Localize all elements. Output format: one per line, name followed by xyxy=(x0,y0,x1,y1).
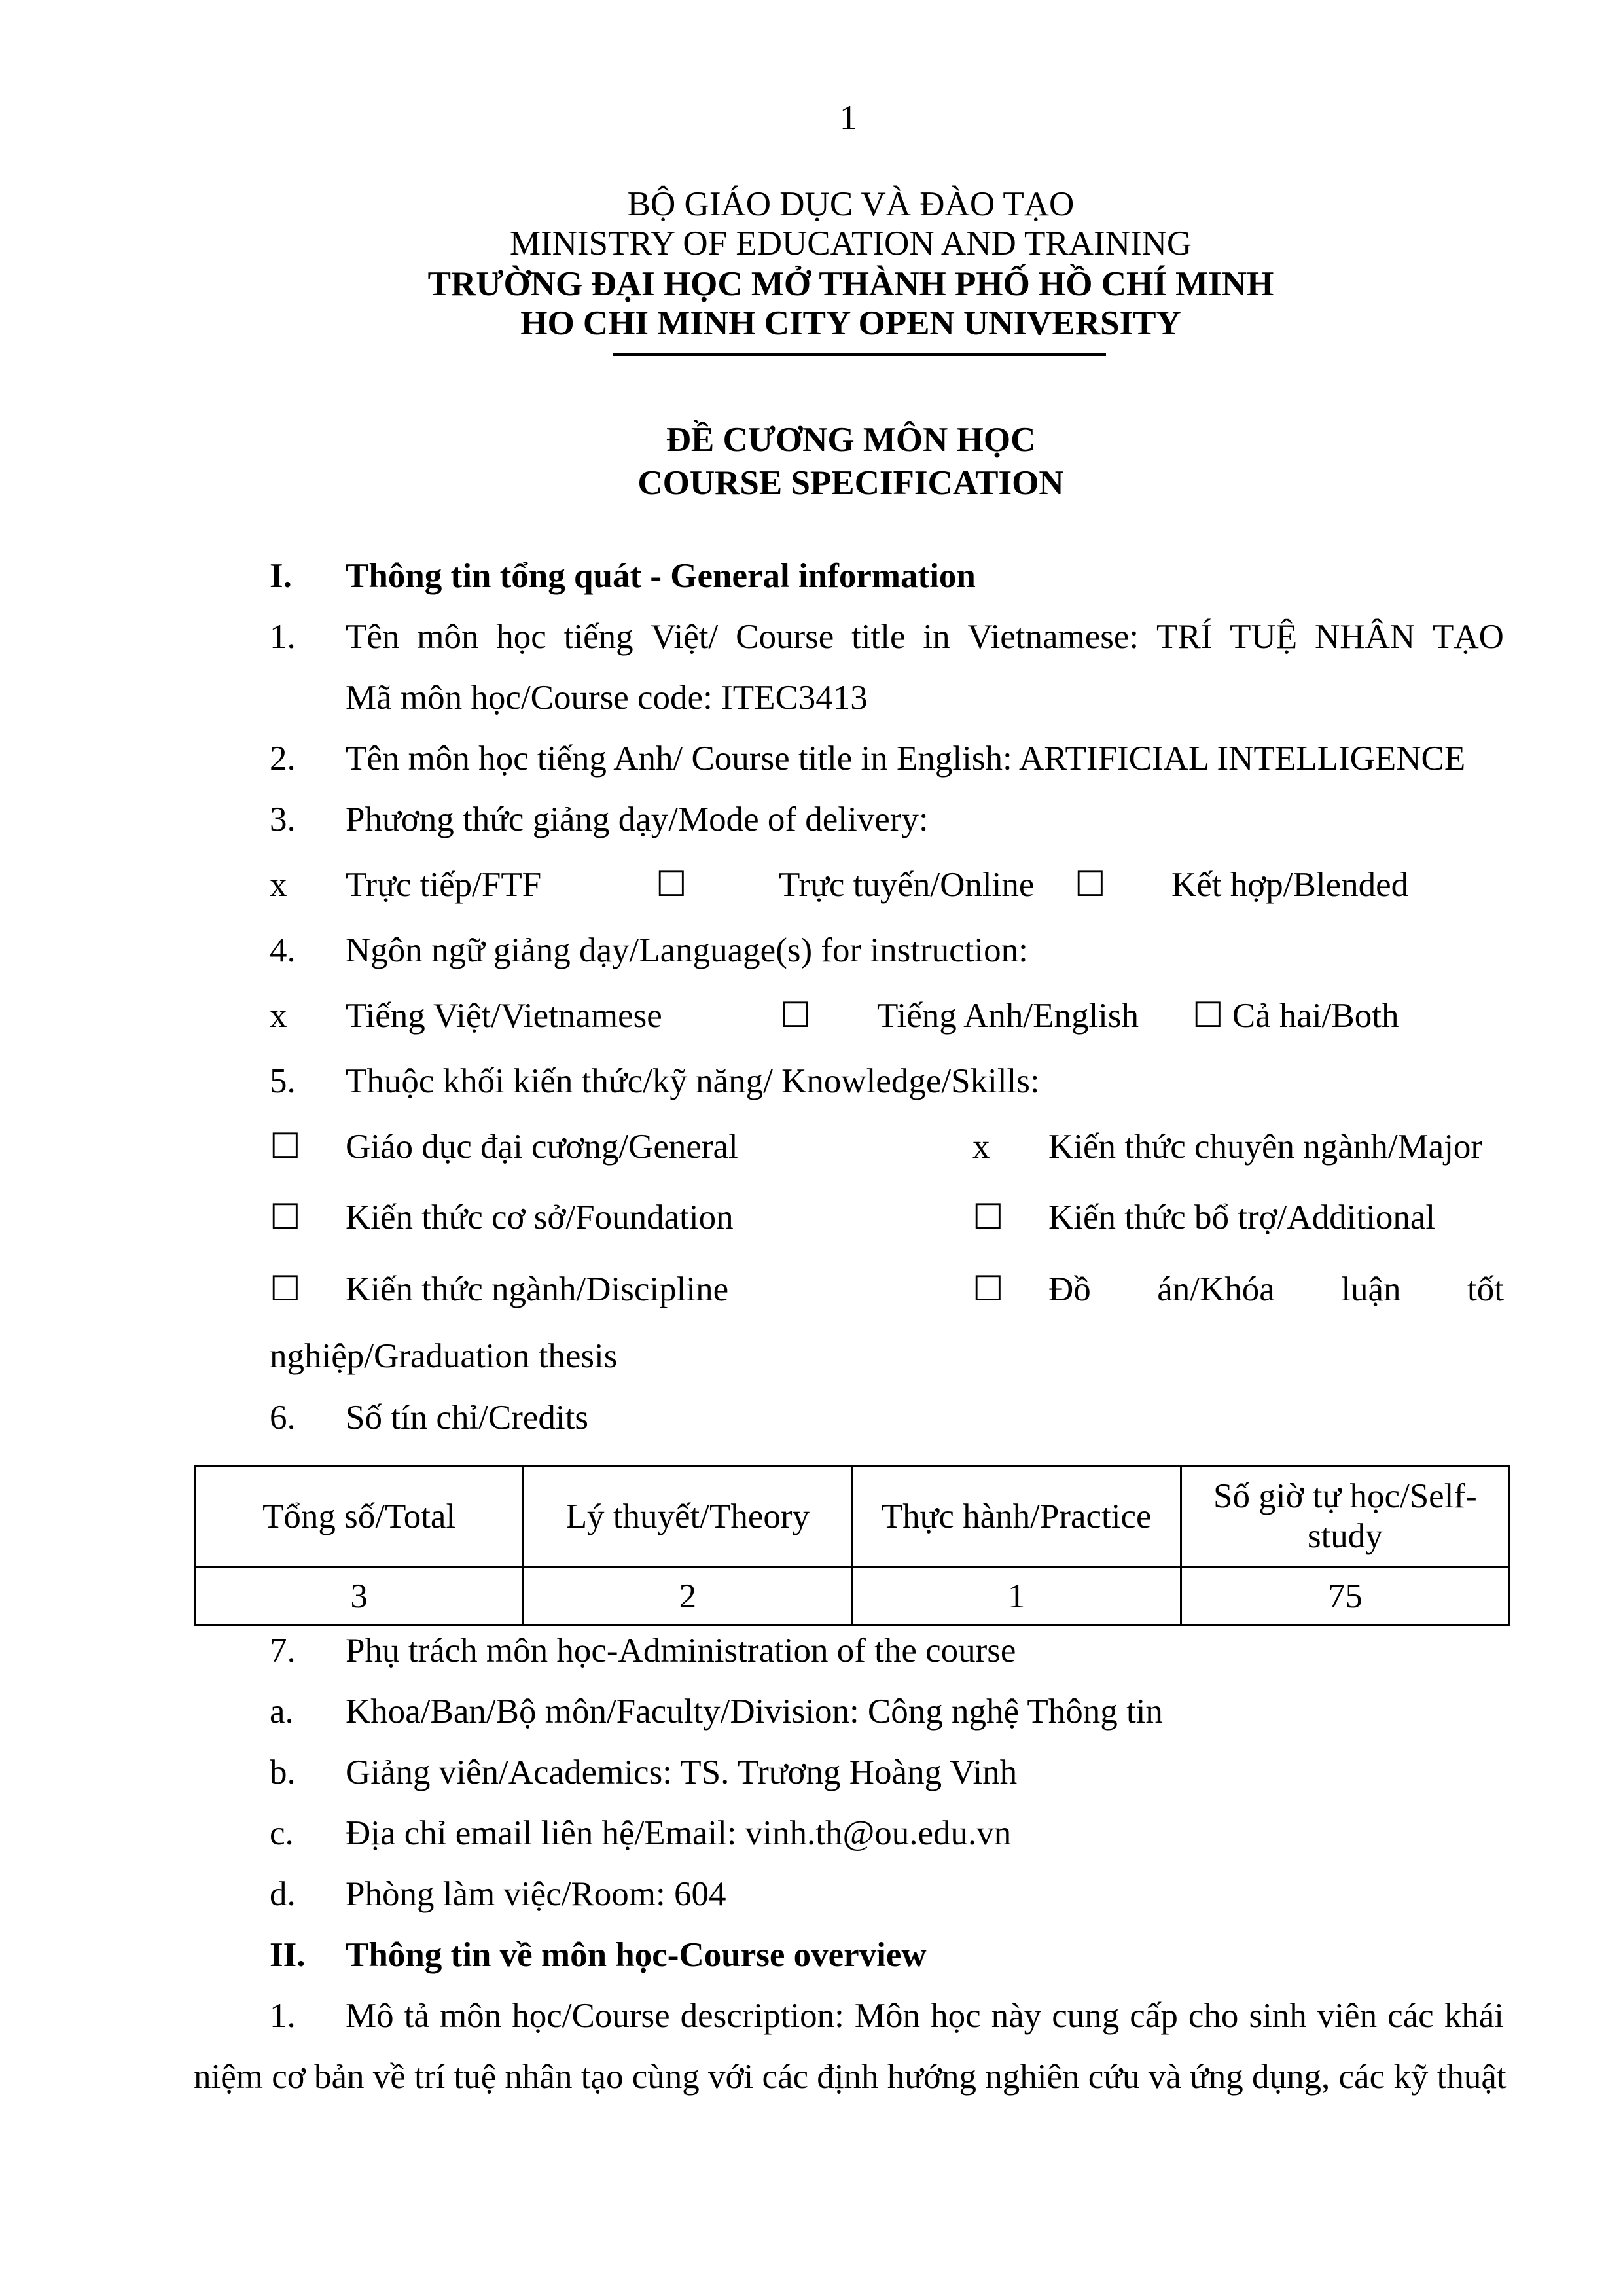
word: Đồ xyxy=(1048,1270,1091,1308)
title-en: COURSE SPECIFICATION xyxy=(637,464,1064,502)
word: description: xyxy=(680,1997,844,2035)
room: Phòng làm việc/Room: 604 xyxy=(346,1875,726,1913)
blended-checkbox[interactable]: ☐ xyxy=(1075,866,1106,904)
vietnamese-label: Tiếng Việt/Vietnamese xyxy=(346,997,662,1035)
item6-number: 6. xyxy=(270,1399,296,1437)
item7a-letter: a. xyxy=(270,1693,294,1731)
faculty-division: Khoa/Ban/Bộ môn/Faculty/Division: Công nghệ Thông tin xyxy=(346,1693,1163,1731)
word: học xyxy=(496,618,546,656)
administration-label: Phụ trách môn học-Administration of the course xyxy=(346,1632,1016,1670)
course-title-en: Tên môn học tiếng Anh/ Course title in English: ARTIFICIAL INTELLIGENCE xyxy=(346,740,1466,778)
header-total: Tổng số/Total xyxy=(195,1466,524,1568)
word: cho xyxy=(1188,1997,1239,2035)
ftf-label: Trực tiếp/FTF xyxy=(346,866,542,904)
word: tốt xyxy=(1467,1270,1504,1308)
word: TẠO xyxy=(1432,618,1504,656)
word: cấp xyxy=(1130,1997,1178,2035)
word: NHÂN xyxy=(1315,618,1416,656)
word: Course xyxy=(736,618,834,656)
page-number: 1 xyxy=(840,99,857,137)
word: này xyxy=(991,1997,1042,2035)
word: Tên xyxy=(346,618,400,656)
item1-number: 1. xyxy=(270,618,296,656)
section1-title: Thông tin tổng quát - General information xyxy=(346,557,976,595)
item7b-letter: b. xyxy=(270,1753,296,1791)
word: học xyxy=(931,1997,981,2035)
word: Môn xyxy=(854,1997,921,2035)
section2-title: Thông tin về môn học-Course overview xyxy=(346,1936,927,1974)
online-label: Trực tuyến/Online xyxy=(779,866,1035,904)
vietnamese-checkbox[interactable]: x xyxy=(270,997,287,1035)
word: Mô xyxy=(346,1997,394,2035)
knowledge-skills-label: Thuộc khối kiến thức/kỹ năng/ Knowledge/Skills: xyxy=(346,1062,1040,1100)
word: cung xyxy=(1052,1997,1120,2035)
credits-table-values-row xyxy=(195,1568,1510,1626)
value-self-study: 75 xyxy=(1181,1568,1509,1626)
online-checkbox[interactable]: ☐ xyxy=(656,866,687,904)
header-practice: Thực hành/Practice xyxy=(852,1466,1181,1568)
both-option[interactable]: ☐ Cả hai/Both xyxy=(1192,997,1399,1035)
language-label: Ngôn ngữ giảng dạy/Language(s) for instruction: xyxy=(346,931,1028,969)
mode-of-delivery-label: Phương thức giảng dạy/Mode of delivery: xyxy=(346,800,929,838)
credits-label: Số tín chỉ/Credits xyxy=(346,1399,588,1437)
value-theory: 2 xyxy=(524,1568,852,1626)
word: in xyxy=(923,618,950,656)
word: tiếng xyxy=(563,618,633,656)
english-checkbox[interactable]: ☐ xyxy=(780,997,812,1035)
university-en: HO CHI MINH CITY OPEN UNIVERSITY xyxy=(520,304,1181,342)
word: title xyxy=(851,618,906,656)
word: sinh xyxy=(1249,1997,1307,2035)
thesis-label-continued: nghiệp/Graduation thesis xyxy=(270,1337,618,1375)
word: TUỆ xyxy=(1230,618,1298,656)
blended-label: Kết hợp/Blended xyxy=(1171,866,1409,904)
item3-number: 3. xyxy=(270,800,296,838)
header-divider xyxy=(613,353,1106,356)
thesis-label xyxy=(1048,1270,1504,1310)
title-vi: ĐỀ CƯƠNG MÔN HỌC xyxy=(666,421,1036,459)
header-theory: Lý thuyết/Theory xyxy=(524,1466,852,1568)
credits-table xyxy=(194,1465,1510,1626)
item2-number: 2. xyxy=(270,740,296,778)
credits-table-header-row xyxy=(195,1466,1510,1568)
word: án/Khóa xyxy=(1157,1270,1275,1308)
ftf-checkbox[interactable]: x xyxy=(270,866,287,904)
additional-label: Kiến thức bổ trợ/Additional xyxy=(1048,1198,1436,1236)
word: viên xyxy=(1317,1997,1378,2035)
discipline-label: Kiến thức ngành/Discipline xyxy=(346,1270,729,1308)
major-label: Kiến thức chuyên ngành/Major xyxy=(1048,1128,1483,1166)
section1-number: I. xyxy=(270,557,292,595)
word: Việt/ xyxy=(651,618,719,656)
item7-number: 7. xyxy=(270,1632,296,1670)
value-practice: 1 xyxy=(852,1568,1181,1626)
foundation-checkbox[interactable]: ☐ xyxy=(270,1198,301,1236)
word: học/Course xyxy=(512,1997,670,2035)
item4-number: 4. xyxy=(270,931,296,969)
foundation-label: Kiến thức cơ sở/Foundation xyxy=(346,1198,734,1236)
word: môn xyxy=(417,618,479,656)
section2-number: II. xyxy=(270,1936,306,1974)
item7d-letter: d. xyxy=(270,1875,296,1913)
item5-number: 5. xyxy=(270,1062,296,1100)
word: các xyxy=(1387,1997,1434,2035)
word: luận xyxy=(1341,1270,1401,1308)
word: khái xyxy=(1444,1997,1504,2035)
word: Vietnamese: xyxy=(967,618,1139,656)
ministry-vi: BỘ GIÁO DỤC VÀ ĐÀO TẠO xyxy=(627,185,1075,223)
academics: Giảng viên/Academics: TS. Trương Hoàng Vinh xyxy=(346,1753,1018,1791)
thesis-checkbox[interactable]: ☐ xyxy=(972,1270,1004,1308)
word: TRÍ xyxy=(1156,618,1213,656)
major-checkbox[interactable]: x xyxy=(972,1128,990,1166)
ministry-en: MINISTRY OF EDUCATION AND TRAINING xyxy=(509,224,1192,262)
discipline-checkbox[interactable]: ☐ xyxy=(270,1270,301,1308)
word: tả xyxy=(404,1997,429,2035)
word: môn xyxy=(439,1997,502,2035)
general-label: Giáo dục đại cương/General xyxy=(346,1128,738,1166)
header-self-study: Số giờ tự học/Self-study xyxy=(1181,1466,1509,1568)
value-total: 3 xyxy=(195,1568,524,1626)
item2-1-number: 1. xyxy=(270,1997,296,2035)
course-code: Mã môn học/Course code: ITEC3413 xyxy=(346,679,868,717)
course-description-line1 xyxy=(346,1996,1504,2036)
contact-email: Địa chỉ email liên hệ/Email: vinh.th@ou.edu.vn xyxy=(346,1814,1012,1852)
additional-checkbox[interactable]: ☐ xyxy=(972,1198,1004,1236)
english-label: Tiếng Anh/English xyxy=(877,997,1139,1035)
general-checkbox[interactable]: ☐ xyxy=(270,1128,301,1166)
item7c-letter: c. xyxy=(270,1814,294,1852)
course-description-line2: niệm cơ bản về trí tuệ nhân tạo cùng với các định hướng nghiên cứu và ứng dụng, các kỹ thuật xyxy=(194,2058,1507,2096)
university-vi: TRƯỜNG ĐẠI HỌC MỞ THÀNH PHỐ HỒ CHÍ MINH xyxy=(427,265,1274,303)
item1-course-title-vi xyxy=(346,617,1504,657)
